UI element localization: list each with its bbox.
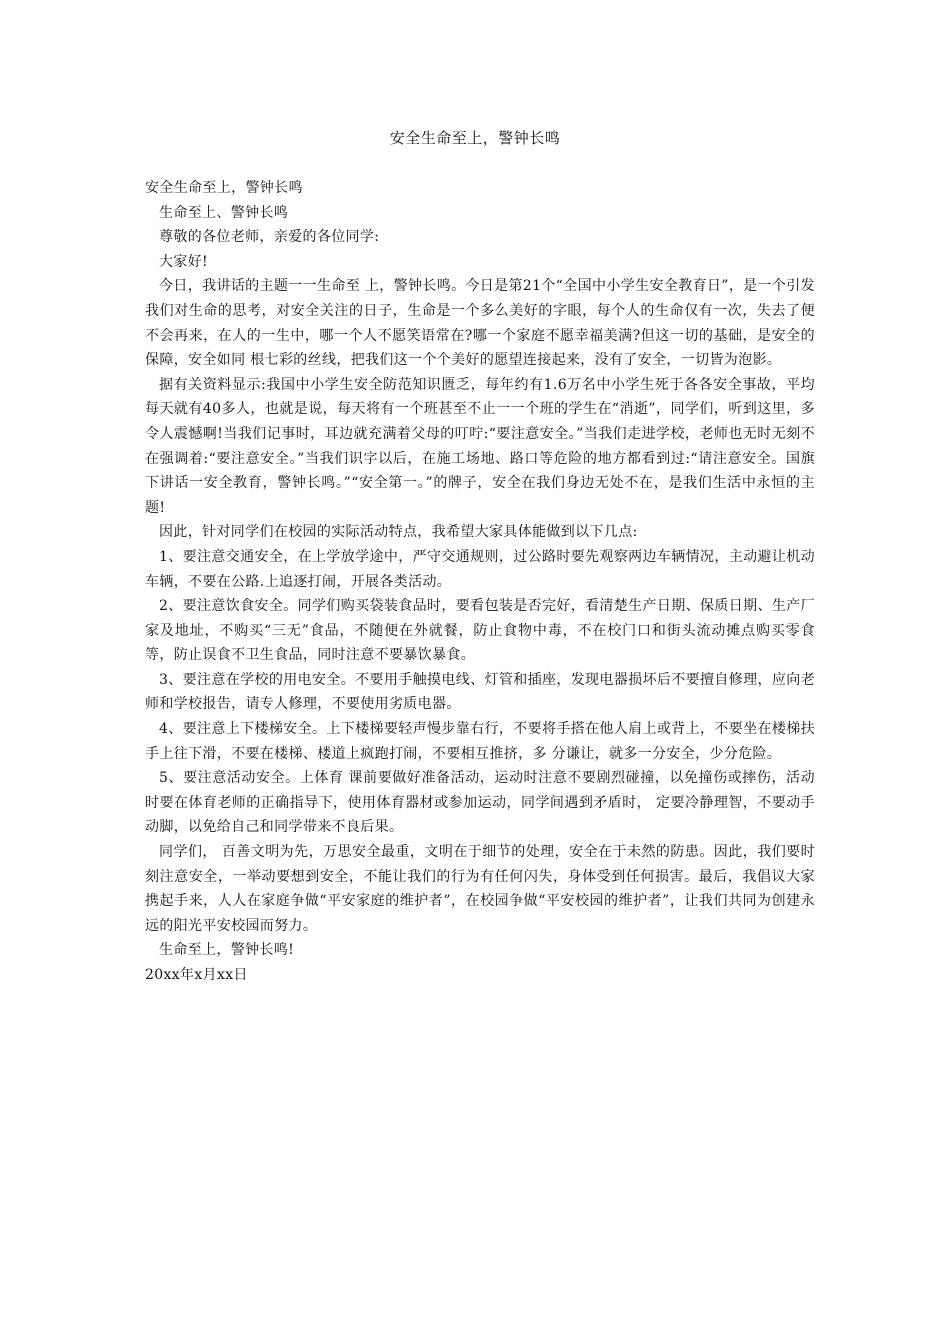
document-date: 20xx年x月xx日 [145,967,248,983]
point-activity-safety: 5、要注意活动安全。上体育 课前要做好准备活动，运动时注意不要剧烈碰撞，以免撞伤或摔伤，活动时要在体育老师的正确指导下，使用体育器材或参加运动，同学间遇到矛盾时， 定要冷静理智，不要动手动脚，以免给自己和同学带来不良后果。 [145,770,815,836]
salutation: 尊敬的各位老师，亲爱的各位同学: [159,229,380,246]
document-body [145,176,815,988]
paragraph-closing: 同学们， 百善文明为先，万思安全最重，文明在于细节的处理，安全在于未然的防患。因此，我们要时刻注意安全，一举动要想到安全，不能让我们的行为有任何闪失，身体受到任何损害。最后，我倡议大家携起手来，人人在家庭争做“平安家庭的维护者”，在校园争做“平安校园的维护者”，让我们共同为创建永远的阳光平安校园而努力。 [145,844,815,934]
point-traffic-safety: 1、要注意交通安全，在上学放学途中，严守交通规则，过公路时要先观察两边车辆情况，主动避让机动车辆，不要在公路.上追逐打闹，开展各类活动。 [145,548,815,590]
point-electric-safety: 3、要注意在学校的用电安全。不要用手触摸电线、灯管和插座，发现电器损坏后不要擅自修理，应向老师和学校报告，请专人修理，不要使用劣质电器。 [145,671,815,713]
paragraph-statistics: 据有关资料显示:我国中小学生安全防范知识匮乏，每年约有1.6万名中小学生死于各各安全事故，平均每天就有40多人，也就是说，每天将有一个班甚至不止一一个班的学生在“消逝”，同学们，听到这里，多令人震憾啊!当我们记事时，耳边就充满着父母的叮咛:“要注意安全。”当我们走进学校，老师也无时无刻不在强调着:“要注意安全。”当我们识字以后，在施工场地、路口等危险的地方都看到过:“请注意安全。国旗下讲话一安全教育，警钟长鸣。”“安全第一。”的牌子，安全在我们身边无处不在，是我们生活中永恒的主题! [145,376,815,516]
subtitle-heading: 安全生命至上，警钟长鸣 [145,180,303,196]
document-title: 安全生命至上，警钟长鸣 [389,129,561,147]
paragraph-transition: 因此，针对同学们在校园的实际活动特点，我希望大家具体能做到以下几点: [159,524,638,541]
paragraph-intro: 今日，我讲话的主题一一生命至 上，警钟长鸣。今日是第21个“全国中小学生安全教育日”，是一个引发我们对生命的思考，对安全关注的日子，生命是一个多么美好的字眼，每个人的生命仅有一次，失去了便不会再来，在人的一生中，哪一个人不愿笑语常在?哪一个家庭不愿幸福美满?但这一切的基础，是安全的保障，安全如同 根七彩的丝线，把我们这一个个美好的愿望连接起来，没有了安全，一切皆为泡影。 [145,278,815,369]
point-food-safety: 2、要注意饮食安全。同学们购买袋装食品时，要看包装是否完好，看清楚生产日期、保质日期、生产厂家及地址，不购买“三无”食品，不随便在外就餐，防止食物中毒，不在校门口和街头流动摊点购买零食等，防止误食不卫生食品，同时注意不要暴饮暴食。 [145,598,815,664]
theme-line: 生命至上、警钟长鸣 [159,204,289,221]
closing-slogan: 生命至上，警钟长鸣! [159,942,295,959]
point-stairs-safety: 4、要注意上下楼梯安全。上下楼梯要轻声慢步靠右行，不要将手搭在他人肩上或背上，不要坐在楼梯扶手上往下滑，不要在楼梯、楼道上疯跑打闹，不要相互推挤，多 分谦让，就多一分安全，少分危险。 [145,721,815,762]
greeting: 大家好! [159,253,209,270]
